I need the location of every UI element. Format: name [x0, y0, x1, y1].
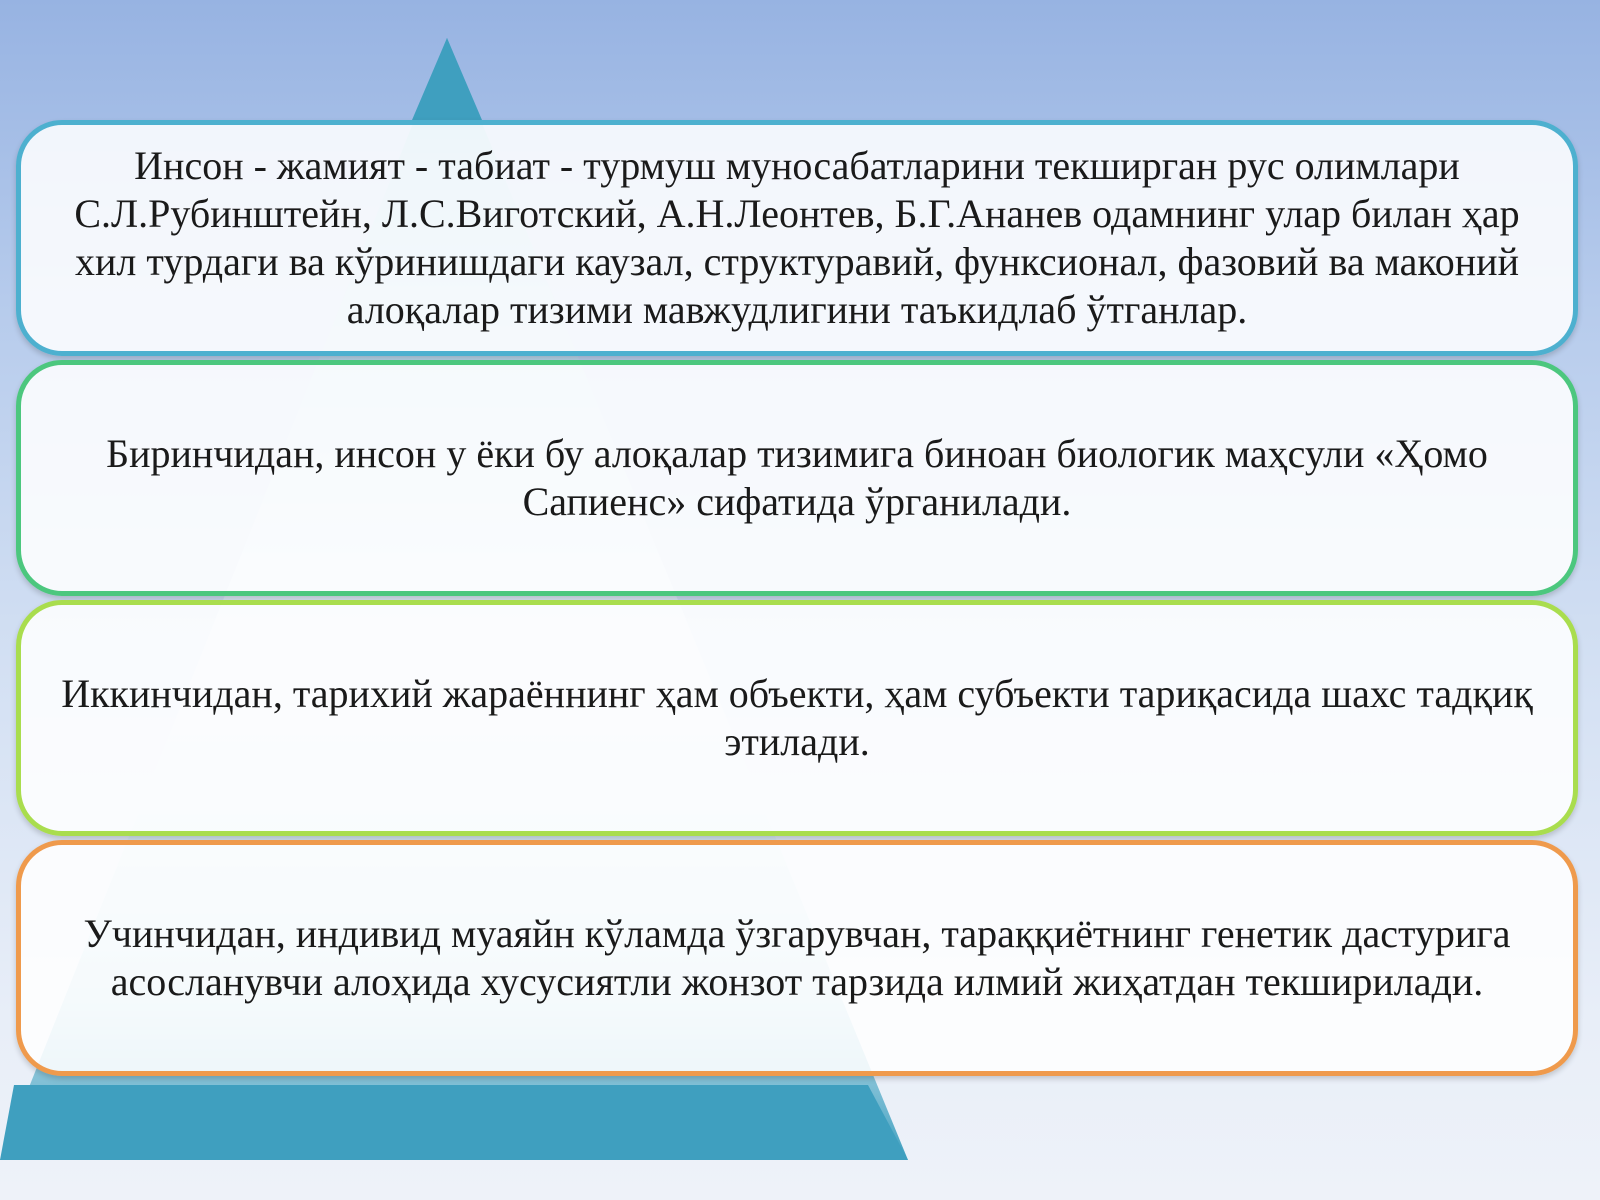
info-box-3 [16, 600, 1578, 836]
info-box-1-text: Инсон - жамият - табиат - турмуш муносабатларини текширган рус олимлари С.Л.Рубинштейн, Л.С.Виготский, А.Н.Леонтев, Б.Г.Ананев одамнинг улар билан ҳар хил турдаги ва кўринишдаги каузал, структуравий, функсионал, фазовий ва маконий алоқалар тизими мавжудлигини таъкидлаб ўтганлар. [74, 143, 1520, 332]
pyramid-apex [412, 38, 482, 120]
info-box-4-text: Учинчидан, индивид муаяйн кўламда ўзгарувчан, тараққиётнинг генетик дастурига асосланувчи алоҳида хусусиятли жонзот тарзида илмий жиҳатдан текширилади. [83, 911, 1511, 1004]
info-box-3-text: Иккинчидан, тарихий жараённинг ҳам объекти, ҳам субъекти тариқасида шахс тадқиқ этилади. [61, 671, 1533, 764]
info-box-4 [16, 840, 1578, 1076]
info-box-2-text: Биринчидан, инсон у ёки бу алоқалар тизимига биноан биологик маҳсули «Ҳомо Сапиенс» сифатида ўрганилади. [106, 431, 1488, 524]
info-box-2 [16, 360, 1578, 596]
info-box-1 [16, 120, 1578, 356]
pyramid-base [0, 1085, 908, 1160]
